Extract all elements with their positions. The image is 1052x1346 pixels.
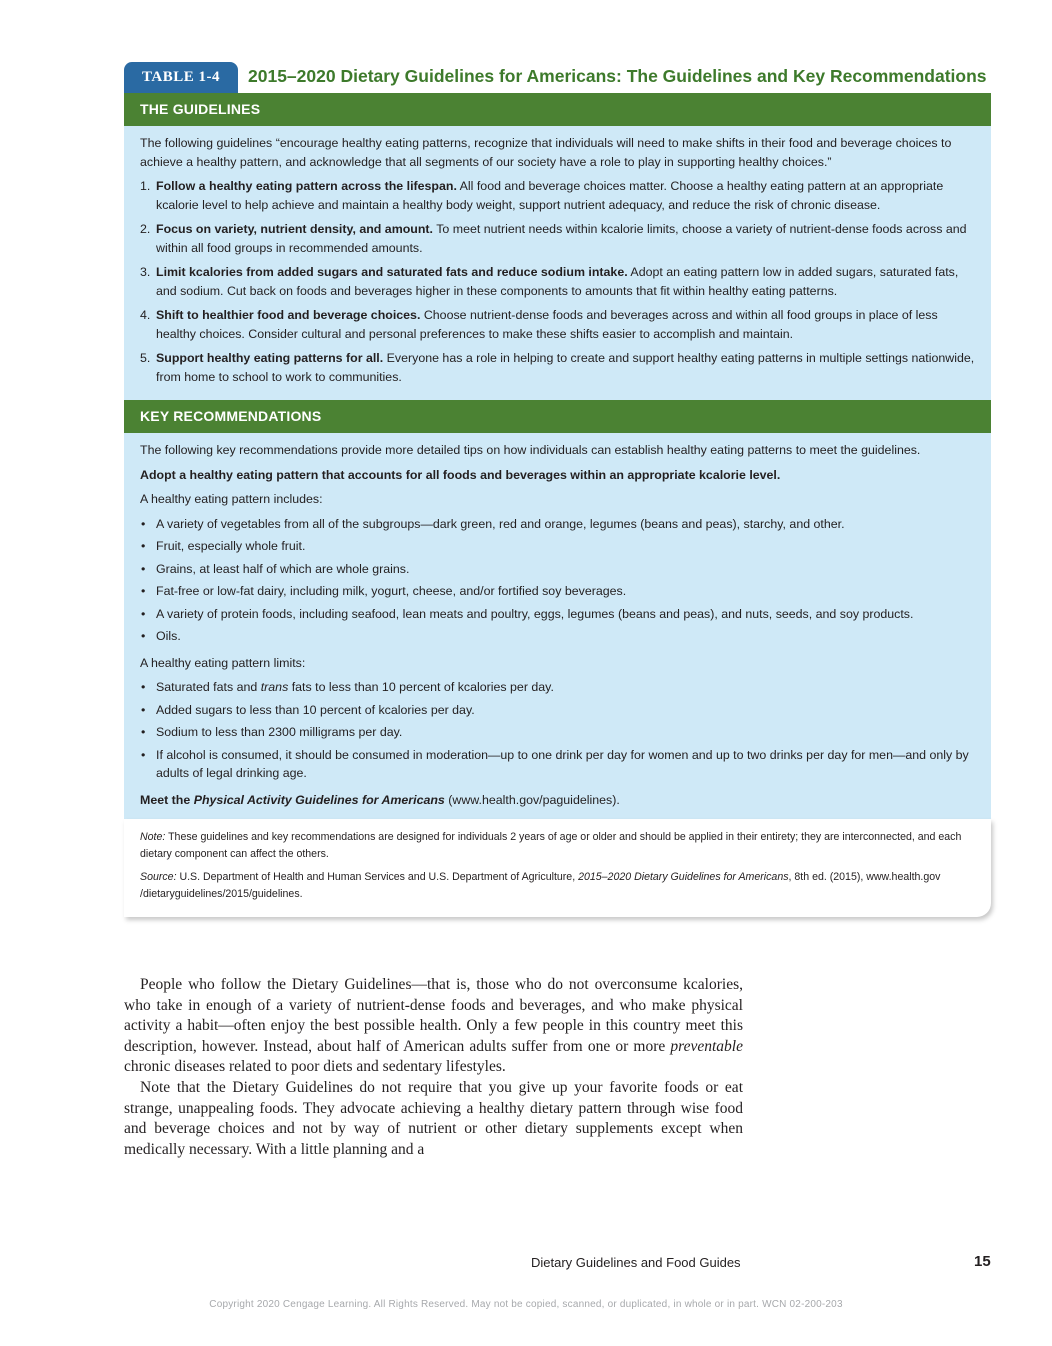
key-recommendations-panel — [124, 433, 991, 819]
table-source: Source: U.S. Department of Health and Human Services and U.S. Department of Agriculture, 2015–2020 Dietary Guidelines for Americans, 8th ed. (2015), www.health.gov /dietaryguidelines/2015/guidelines. — [140, 871, 941, 900]
bullet-icon: • — [141, 629, 146, 643]
limits-label: A healthy eating pattern limits: — [140, 655, 306, 670]
list-item: • Grains, at least half of which are whole grains. — [140, 560, 975, 579]
copyright-notice: Copyright 2020 Cengage Learning. All Rights Reserved. May not be copied, scanned, or duplicated, in whole or in part. WCN 02-200-203 — [209, 1299, 843, 1310]
list-item: • Oils. — [140, 627, 975, 646]
list-item: • If alcohol is consumed, it should be consumed in moderation—up to one drink per day for women and up to two drinks per day for men—and only by adults of legal drinking age. — [141, 747, 969, 780]
guideline-title: Focus on variety, nutrient density, and amount. — [156, 222, 433, 236]
table-title: 2015–2020 Dietary Guidelines for Americans: The Guidelines and Key Recommendations — [248, 66, 987, 86]
bullet-icon: • — [141, 725, 146, 739]
key-recommendations-heading: KEY RECOMMENDATIONS — [124, 400, 991, 433]
key-adopt-statement: Adopt a healthy eating pattern that accounts for all foods and beverages within an appropriate kcalorie level. — [140, 467, 781, 482]
guideline-item — [140, 306, 975, 343]
guideline-number: 3. — [140, 265, 151, 279]
guideline-title: Follow a healthy eating pattern across the lifespan. — [156, 179, 457, 193]
guideline-item — [140, 349, 975, 386]
guideline-text: To meet nutrient needs within kcalorie limits, choose a variety of nutrient-dense foods across and within all food groups in recommended amounts. — [156, 222, 967, 255]
running-footer: Dietary Guidelines and Food Guides — [531, 1255, 741, 1270]
guideline-item — [140, 220, 975, 257]
table-number-tag: TABLE 1-4 — [124, 62, 238, 93]
list-item: • Fruit, especially whole fruit. — [140, 537, 975, 556]
body-paragraph: People who follow the Dietary Guidelines—that is, those who do not overconsume kcalories, who take in enough of a variety of nutrient-dense foods and beverages, and who make physical activity a habit—often enjoy the best possible health. Only a few people in this country meet this description, however. Instead, about half of American adults suffer from one or more preventable chronic diseases related to poor diets and sedentary lifestyles. — [124, 976, 743, 1076]
page-number: 15 — [974, 1253, 991, 1270]
bullet-icon: • — [141, 584, 146, 598]
physical-activity-statement: Meet the Physical Activity Guidelines for Americans (www.health.gov/paguidelines). — [140, 792, 620, 807]
guideline-number: 4. — [140, 308, 151, 322]
key-intro: The following key recommendations provide more detailed tips on how individuals can establish healthy eating patterns to meet the guidelines. — [140, 443, 921, 457]
dietary-guidelines-table — [124, 62, 991, 917]
table-note: Note: These guidelines and key recommendations are designed for individuals 2 years of age or older and should be applied in their entirety; they are interconnected, and each dietary component can affect the others. — [140, 831, 962, 860]
guideline-text: Everyone has a role in helping to create and support healthy eating patterns in multiple settings nationwide, from home to school to work to communities. — [156, 351, 975, 384]
bullet-icon: • — [141, 516, 146, 531]
bullet-icon: • — [141, 747, 146, 762]
bullet-icon: • — [141, 702, 146, 717]
guideline-title: Shift to healthier food and beverage choices. — [156, 308, 421, 322]
bullet-icon: • — [141, 561, 146, 576]
list-item: • Saturated fats and trans fats to less than 10 percent of kcalories per day. — [140, 678, 975, 697]
guideline-item — [140, 263, 975, 300]
table-header — [124, 62, 991, 93]
guidelines-intro: The following guidelines “encourage healthy eating patterns, recognize that individuals will need to make shifts in their food and beverage choices to achieve a healthy pattern, and acknowledge that all segments of our society have a role to play in supporting healthy choices.” — [140, 136, 952, 169]
bullet-icon: • — [141, 680, 146, 694]
list-item: • Sodium to less than 2300 milligrams per day. — [140, 723, 975, 742]
bullet-icon: • — [141, 539, 146, 553]
body-paragraph: Note that the Dietary Guidelines do not require that you give up your favorite foods or eat strange, unappealing foods. They advocate achieving a healthy dietary pattern through wise food and beverage choices and not by way of nutrient or other dietary supplements except when medically necessary. With a little planning and a — [124, 1078, 743, 1158]
guidelines-list — [140, 177, 975, 386]
bullet-icon: • — [141, 606, 146, 621]
guideline-number: 5. — [140, 351, 151, 365]
guidelines-panel — [124, 126, 991, 400]
limits-list — [140, 678, 975, 783]
guideline-title: Limit kcalories from added sugars and saturated fats and reduce sodium intake. — [156, 265, 628, 279]
guideline-number: 1. — [140, 179, 151, 193]
list-item: • Added sugars to less than 10 percent of kcalories per day. — [140, 701, 975, 720]
list-item: • A variety of vegetables from all of the subgroups—dark green, red and orange, legumes (beans and peas), starchy, and other. — [140, 515, 975, 534]
guideline-number: 2. — [140, 222, 151, 236]
table-notes — [124, 819, 991, 917]
guideline-item — [140, 177, 975, 214]
guideline-text: All food and beverage choices matter. Choose a healthy eating pattern at an appropriate kcalorie level to help achieve and maintain a healthy body weight, support nutrient adequacy, and reduce the risk of chronic disease. — [156, 179, 944, 212]
list-item: • Fat-free or low-fat dairy, including milk, yogurt, cheese, and/or fortified soy beverages. — [140, 582, 975, 601]
body-text — [124, 975, 743, 1160]
list-item: • A variety of protein foods, including seafood, lean meats and poultry, eggs, legumes (beans and peas), and nuts, seeds, and soy products. — [140, 605, 975, 624]
guidelines-heading: THE GUIDELINES — [124, 93, 991, 126]
guideline-text: Choose nutrient-dense foods and beverages across and within all food groups in place of less healthy choices. Consider cultural and personal preferences to make these shifts easier to accomplish and maintain. — [156, 308, 938, 341]
includes-list — [140, 515, 975, 646]
guideline-title: Support healthy eating patterns for all. — [156, 351, 384, 365]
guideline-text: Adopt an eating pattern low in added sugars, saturated fats, and sodium. Cut back on foods and beverages higher in these components to amounts that fit within healthy eating patterns. — [156, 265, 959, 298]
includes-label: A healthy eating pattern includes: — [140, 492, 323, 506]
